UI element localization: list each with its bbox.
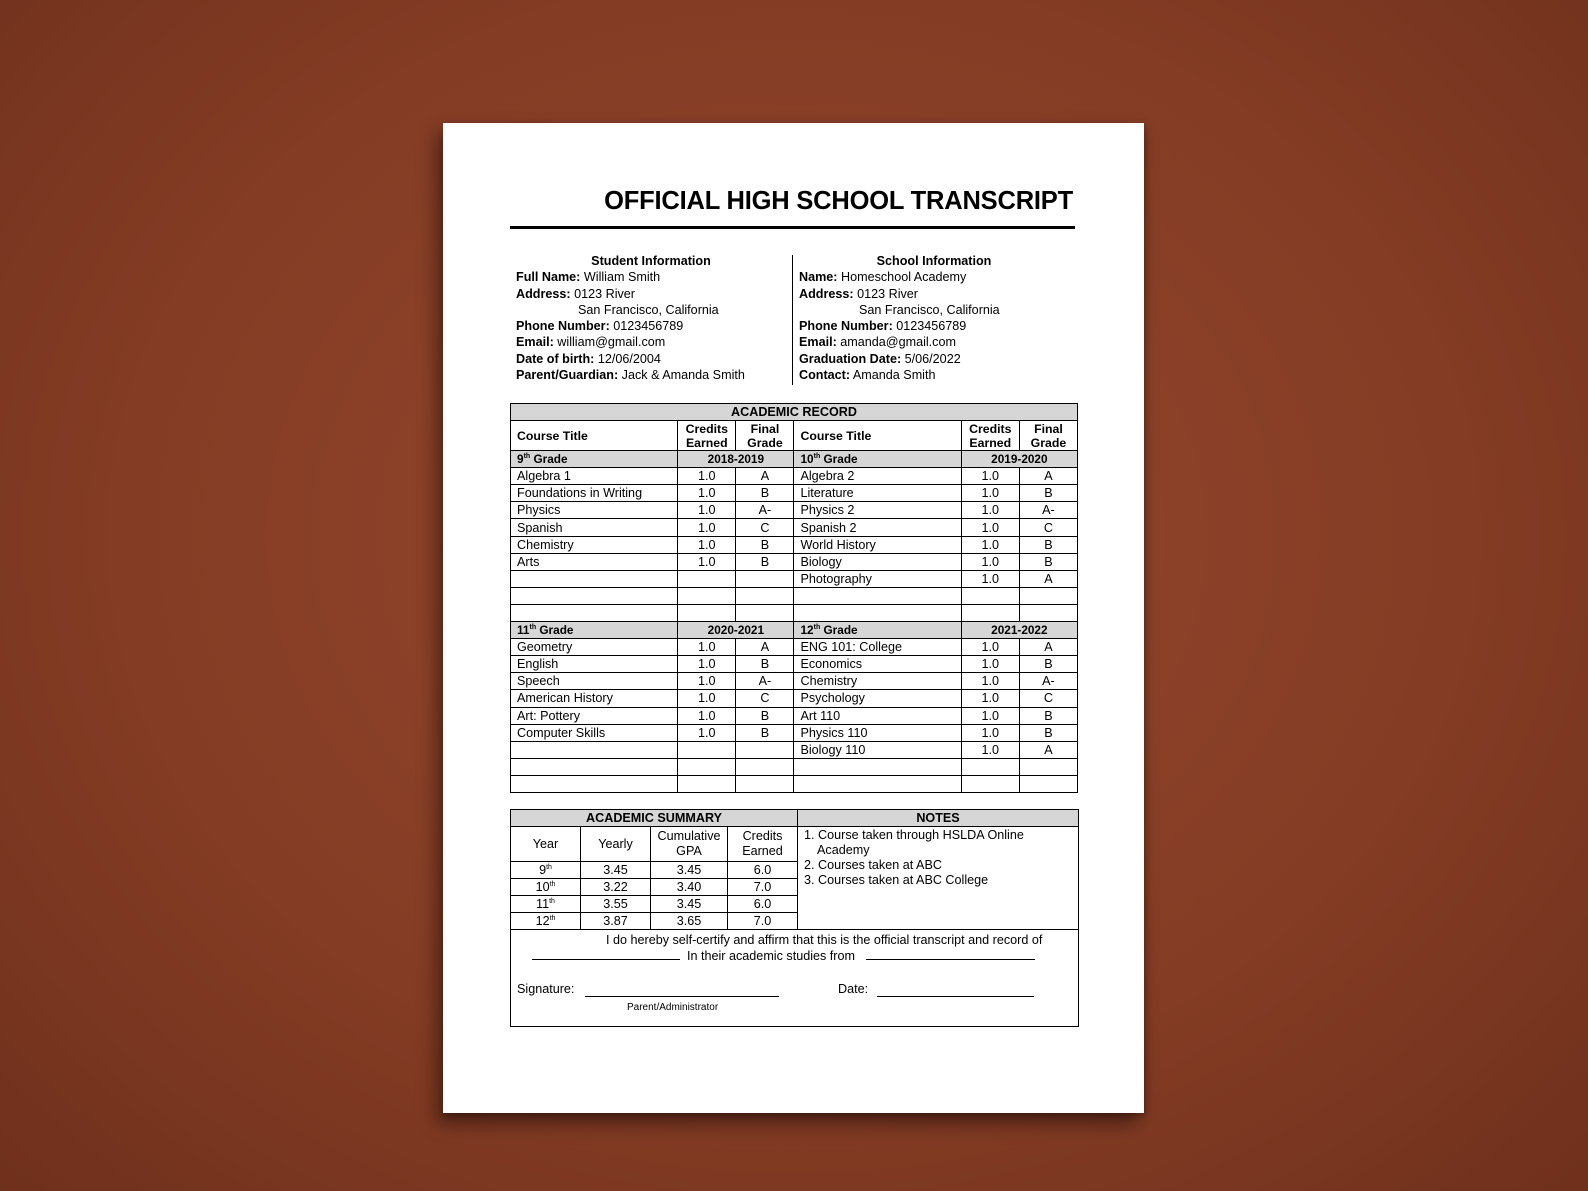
student-info: [516, 253, 786, 383]
school-email-row: Email: amanda@gmail.com: [799, 335, 956, 350]
course-title: [794, 587, 961, 604]
course-credits: 1.0: [678, 519, 736, 536]
course-title: Geometry: [511, 639, 678, 656]
course-credits: 1.0: [678, 553, 736, 570]
course-credits: 1.0: [961, 468, 1019, 485]
course-credits: 1.0: [961, 639, 1019, 656]
course-row: [511, 758, 1078, 775]
course-grade: B: [1019, 707, 1077, 724]
course-credits: 1.0: [961, 502, 1019, 519]
note-item: 2. Courses taken at ABC: [804, 858, 942, 873]
school-name-blank[interactable]: [866, 959, 1035, 960]
summary-year-number: 10: [535, 880, 550, 895]
grade-word: Grade: [823, 452, 858, 467]
col-credits-earned: Credits Earned: [961, 421, 1019, 451]
school-phone: 0123456789: [896, 319, 967, 334]
course-title: Spanish: [511, 519, 678, 536]
course-title: World History: [794, 536, 961, 553]
certification-statement: I do hereby self-certify and affirm that this is the official transcript and record of: [606, 933, 1043, 948]
info-divider: [792, 255, 793, 385]
course-credits: 1.0: [678, 502, 736, 519]
course-title: [511, 570, 678, 587]
course-grade: B: [1019, 485, 1077, 502]
course-grade: [736, 758, 794, 775]
course-credits: 1.0: [961, 656, 1019, 673]
course-row: [511, 707, 1078, 724]
col-course-title: Course Title: [794, 421, 961, 451]
student-name-blank[interactable]: [532, 959, 680, 960]
course-credits: [678, 570, 736, 587]
course-title: English: [511, 656, 678, 673]
summary-year-suffix: th: [549, 881, 556, 889]
course-title: [794, 604, 961, 621]
course-title: Literature: [794, 485, 961, 502]
col-year: Year: [511, 827, 581, 862]
course-credits: [961, 604, 1019, 621]
student-name-row: Full Name: William Smith: [516, 270, 661, 285]
col-credits-earned: Credits Earned: [728, 827, 798, 862]
course-grade: [736, 741, 794, 758]
course-title: [511, 775, 678, 792]
course-grade: [1019, 758, 1077, 775]
course-credits: 1.0: [678, 485, 736, 502]
course-row: [511, 570, 1078, 587]
course-title: Psychology: [794, 690, 961, 707]
summary-yearly-gpa: 3.45: [581, 862, 651, 879]
course-row: [511, 639, 1078, 656]
course-title: Economics: [794, 656, 961, 673]
course-row: [511, 587, 1078, 604]
course-credits: [961, 758, 1019, 775]
student-guardian: Jack & Amanda Smith: [621, 368, 745, 383]
course-row: [511, 553, 1078, 570]
grade-suffix: th: [813, 453, 821, 461]
course-credits: [678, 758, 736, 775]
col-final-grade: Final Grade: [736, 421, 794, 451]
course-title: [794, 758, 961, 775]
summary-year-suffix: th: [549, 898, 555, 906]
course-credits: [678, 604, 736, 621]
course-credits: 1.0: [678, 690, 736, 707]
summary-cumulative-gpa: 3.45: [651, 862, 728, 879]
notes-heading: NOTES: [798, 810, 1079, 827]
graduation-date: 5/06/2022: [904, 351, 961, 366]
course-credits: [961, 775, 1019, 792]
course-credits: [961, 587, 1019, 604]
course-title: Physics 2: [794, 502, 961, 519]
course-credits: 1.0: [961, 673, 1019, 690]
course-credits: 1.0: [961, 707, 1019, 724]
col-cumulative-gpa: Cumulative GPA: [651, 827, 728, 862]
grade-level-label: [511, 451, 678, 468]
course-row: [511, 604, 1078, 621]
course-credits: 1.0: [678, 536, 736, 553]
course-grade: B: [736, 656, 794, 673]
course-title: Physics: [511, 502, 678, 519]
student-address-row: Address: 0123 River: [516, 286, 635, 301]
course-grade: C: [1019, 690, 1077, 707]
course-title: Arts: [511, 553, 678, 570]
course-credits: 1.0: [961, 536, 1019, 553]
col-credits-earned: Credits Earned: [678, 421, 736, 451]
school-address-row: Address: 0123 River: [799, 286, 918, 301]
course-grade: A: [1019, 741, 1077, 758]
student-address-line2: San Francisco, California: [578, 302, 719, 317]
student-phone: 0123456789: [613, 319, 684, 334]
student-guardian-row: Parent/Guardian: Jack & Amanda Smith: [516, 368, 745, 383]
academic-record-heading: ACADEMIC RECORD: [511, 404, 1078, 421]
course-grade: B: [736, 485, 794, 502]
school-year: 2018-2019: [678, 451, 794, 468]
course-credits: [678, 741, 736, 758]
grade-suffix: th: [813, 624, 821, 632]
course-title: Foundations in Writing: [511, 485, 678, 502]
course-grade: B: [736, 536, 794, 553]
date-label: Date:: [838, 982, 869, 997]
grade-number: 11: [517, 623, 530, 638]
grade-level-label: [794, 451, 961, 468]
summary-yearly-gpa: 3.55: [581, 896, 651, 913]
summary-cumulative-gpa: 3.45: [651, 896, 728, 913]
summary-year: [511, 896, 581, 913]
course-grade: B: [1019, 553, 1077, 570]
school-phone-row: Phone Number: 0123456789: [799, 319, 967, 334]
course-grade: B: [1019, 724, 1077, 741]
course-row: [511, 656, 1078, 673]
date-line[interactable]: [877, 996, 1034, 997]
grade-word: Grade: [539, 623, 574, 638]
course-credits: 1.0: [678, 707, 736, 724]
course-grade: A-: [736, 502, 794, 519]
grade-level-label: [511, 622, 678, 639]
course-title: Photography: [794, 570, 961, 587]
signature-label: Signature:: [517, 982, 575, 997]
school-name-row: Name: Homeschool Academy: [799, 270, 967, 285]
school-info-heading: School Information: [876, 254, 992, 268]
summary-year: [511, 862, 581, 879]
course-grade: [736, 570, 794, 587]
course-credits: 1.0: [961, 485, 1019, 502]
course-grade: A: [736, 468, 794, 485]
course-credits: 1.0: [961, 741, 1019, 758]
graduation-row: Graduation Date: 5/06/2022: [799, 351, 961, 366]
course-grade: [736, 604, 794, 621]
notes-list: [798, 827, 1079, 930]
course-grade: A-: [736, 673, 794, 690]
course-credits: 1.0: [678, 656, 736, 673]
course-grade: B: [736, 724, 794, 741]
course-grade: [736, 775, 794, 792]
course-row: [511, 741, 1078, 758]
course-title: Art 110: [794, 707, 961, 724]
course-grade: [1019, 775, 1077, 792]
course-credits: 1.0: [678, 673, 736, 690]
col-yearly: Yearly: [581, 827, 651, 862]
summary-year-number: 11: [536, 897, 550, 912]
course-row: [511, 724, 1078, 741]
contact-row: Contact: Amanda Smith: [799, 368, 936, 383]
course-grade: C: [736, 690, 794, 707]
course-title: ENG 101: College: [794, 639, 961, 656]
course-grade: B: [736, 707, 794, 724]
school-contact: Amanda Smith: [852, 368, 936, 383]
page-title: OFFICIAL HIGH SCHOOL TRANSCRIPT: [604, 187, 1073, 215]
course-title: Algebra 1: [511, 468, 678, 485]
course-row: [511, 775, 1078, 792]
course-grade: B: [736, 553, 794, 570]
course-row: [511, 690, 1078, 707]
grade-suffix: th: [529, 624, 537, 632]
school-info: [799, 253, 1069, 383]
course-credits: 1.0: [961, 724, 1019, 741]
course-title: Art: Pottery: [511, 707, 678, 724]
signature-caption: Parent/Administrator: [627, 1002, 719, 1014]
col-final-grade: Final Grade: [1019, 421, 1077, 451]
grade-number: 10: [800, 452, 814, 467]
school-address-line2: San Francisco, California: [859, 302, 1000, 317]
course-credits: 1.0: [961, 553, 1019, 570]
student-address-line1: 0123 River: [574, 286, 635, 301]
course-credits: 1.0: [961, 570, 1019, 587]
course-title: Chemistry: [794, 673, 961, 690]
summary-cumulative-gpa: 3.40: [651, 879, 728, 896]
course-grade: [736, 587, 794, 604]
summary-year-number: 12: [535, 914, 550, 929]
summary-year-number: 9: [539, 863, 547, 878]
course-grade: C: [1019, 519, 1077, 536]
academic-record-table: [510, 403, 1078, 793]
course-grade: C: [736, 519, 794, 536]
course-grade: A: [736, 639, 794, 656]
school-year: 2021-2022: [961, 622, 1077, 639]
course-title: [511, 741, 678, 758]
summary-credits: 7.0: [728, 879, 798, 896]
summary-credits: 7.0: [728, 913, 798, 930]
course-row: [511, 485, 1078, 502]
course-title: [511, 587, 678, 604]
course-grade: B: [1019, 536, 1077, 553]
course-grade: A-: [1019, 502, 1077, 519]
course-title: [511, 604, 678, 621]
course-title: Physics 110: [794, 724, 961, 741]
grade-word: Grade: [823, 623, 858, 638]
course-title: Biology: [794, 553, 961, 570]
grade-number: 9: [517, 452, 524, 467]
student-phone-row: Phone Number: 0123456789: [516, 319, 684, 334]
col-course-title: Course Title: [511, 421, 678, 451]
title-rule: [510, 226, 1075, 229]
student-info-heading: Student Information: [591, 254, 711, 268]
school-year: 2019-2020: [961, 451, 1077, 468]
course-row: [511, 502, 1078, 519]
summary-year-suffix: th: [549, 915, 556, 923]
course-title: American History: [511, 690, 678, 707]
course-row: [511, 519, 1078, 536]
summary-year-suffix: th: [546, 864, 552, 872]
signature-line[interactable]: [585, 996, 779, 997]
grade-number: 12: [800, 623, 814, 638]
course-credits: [678, 587, 736, 604]
academic-summary-heading: ACADEMIC SUMMARY: [511, 810, 798, 827]
course-row: [511, 673, 1078, 690]
course-title: Algebra 2: [794, 468, 961, 485]
note-item: 1. Course taken through HSLDA Online: [804, 828, 1024, 843]
course-grade: A: [1019, 639, 1077, 656]
course-grade: [1019, 604, 1077, 621]
course-title: Chemistry: [511, 536, 678, 553]
summary-year: [511, 879, 581, 896]
grade-suffix: th: [523, 453, 531, 461]
student-email-row: Email: william@gmail.com: [516, 335, 666, 350]
student-name: William Smith: [583, 270, 661, 285]
student-dob-row: Date of birth: 12/06/2004: [516, 351, 661, 366]
student-email: william@gmail.com: [557, 335, 666, 350]
school-address-line1: 0123 River: [857, 286, 918, 301]
summary-notes-table: [510, 809, 1079, 1027]
summary-yearly-gpa: 3.22: [581, 879, 651, 896]
course-title: Speech: [511, 673, 678, 690]
transcript-page: [443, 123, 1144, 1113]
certification-block: [511, 930, 1079, 1027]
course-grade: B: [1019, 656, 1077, 673]
note-item: Academy: [817, 843, 870, 858]
grade-level-label: [794, 622, 961, 639]
school-name: Homeschool Academy: [841, 270, 967, 285]
summary-credits: 6.0: [728, 862, 798, 879]
course-title: [511, 758, 678, 775]
course-credits: 1.0: [678, 639, 736, 656]
course-title: [794, 775, 961, 792]
grade-header-row: [511, 622, 1078, 639]
course-grade: A-: [1019, 673, 1077, 690]
summary-credits: 6.0: [728, 896, 798, 913]
summary-yearly-gpa: 3.87: [581, 913, 651, 930]
course-grade: [1019, 587, 1077, 604]
summary-cumulative-gpa: 3.65: [651, 913, 728, 930]
note-item: 3. Courses taken at ABC College: [804, 873, 989, 888]
course-row: [511, 536, 1078, 553]
course-title: Spanish 2: [794, 519, 961, 536]
course-credits: 1.0: [678, 724, 736, 741]
course-credits: 1.0: [961, 519, 1019, 536]
course-grade: A: [1019, 570, 1077, 587]
school-email: amanda@gmail.com: [840, 335, 956, 350]
summary-year: [511, 913, 581, 930]
student-dob: 12/06/2004: [597, 351, 661, 366]
grade-header-row: [511, 451, 1078, 468]
certification-statement-2: In their academic studies from: [687, 949, 855, 964]
course-grade: A: [1019, 468, 1077, 485]
course-title: Biology 110: [794, 741, 961, 758]
course-credits: 1.0: [678, 468, 736, 485]
school-year: 2020-2021: [678, 622, 794, 639]
grade-word: Grade: [533, 452, 568, 467]
course-title: Computer Skills: [511, 724, 678, 741]
course-credits: [678, 775, 736, 792]
course-row: [511, 468, 1078, 485]
course-credits: 1.0: [961, 690, 1019, 707]
